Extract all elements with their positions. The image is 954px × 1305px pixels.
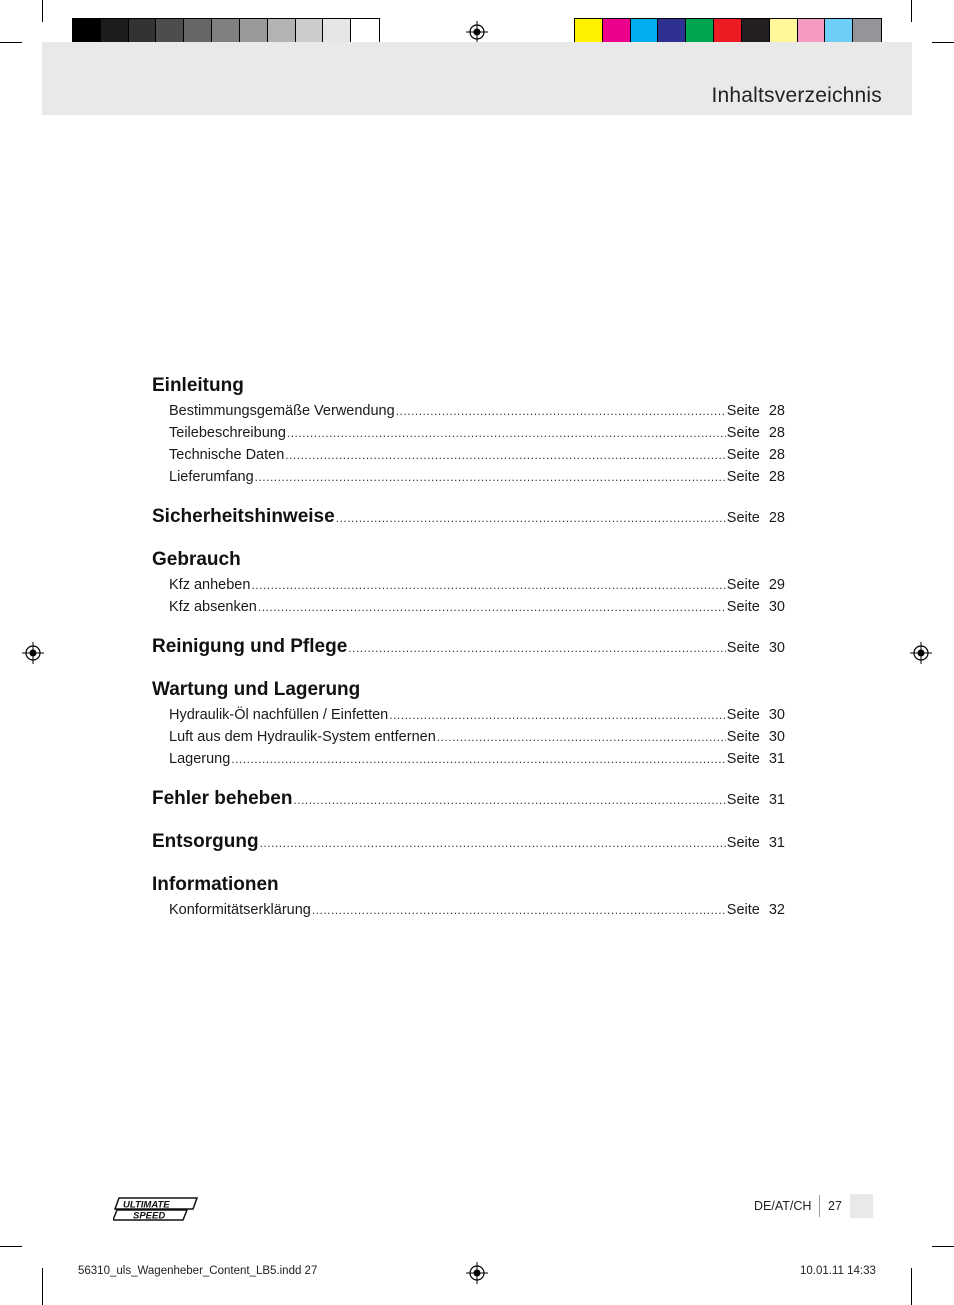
page-reference xyxy=(727,400,785,422)
page-number: 27 xyxy=(828,1199,842,1213)
page-number-ref: 28 xyxy=(768,447,785,463)
toc-entry[interactable] xyxy=(152,748,785,770)
page-word: Seite xyxy=(726,447,760,463)
dot-leader xyxy=(312,899,726,921)
toc-entry[interactable] xyxy=(152,596,785,618)
page-word: Seite xyxy=(726,707,760,723)
page-word: Seite xyxy=(726,599,760,615)
crop-mark xyxy=(42,1268,43,1305)
toc-entry[interactable] xyxy=(152,899,785,921)
page-number-ref: 32 xyxy=(768,902,785,918)
crop-mark xyxy=(932,1246,954,1247)
page-number-ref: 28 xyxy=(768,510,785,526)
dot-leader xyxy=(258,596,726,618)
page-number-ref: 31 xyxy=(768,792,785,808)
page-number-ref: 28 xyxy=(768,425,785,441)
page-number-ref: 28 xyxy=(768,469,785,485)
page-word: Seite xyxy=(726,751,760,767)
registration-mark-icon xyxy=(466,21,488,43)
page-reference xyxy=(727,786,785,814)
dot-leader xyxy=(251,574,725,596)
crop-mark xyxy=(911,1268,912,1305)
page-reference xyxy=(727,444,785,466)
dot-leader xyxy=(285,444,726,466)
page-reference xyxy=(727,634,785,662)
toc-entry[interactable] xyxy=(152,422,785,444)
crop-mark xyxy=(932,42,954,43)
section-heading: Reinigung und Pflege xyxy=(152,636,348,657)
entry-label: Lieferumfang xyxy=(169,469,254,485)
page-word: Seite xyxy=(726,792,760,808)
page-reference xyxy=(727,726,785,748)
crop-mark xyxy=(0,42,22,43)
page-reference xyxy=(727,466,785,488)
page-reference xyxy=(727,829,785,857)
page-reference xyxy=(727,422,785,444)
entry-label: Technische Daten xyxy=(169,447,285,463)
toc-section xyxy=(152,503,785,531)
page-tab xyxy=(850,1194,873,1218)
page-reference xyxy=(727,504,785,532)
page-number-ref: 29 xyxy=(768,577,785,593)
toc-section xyxy=(152,828,785,856)
page-number-ref: 30 xyxy=(768,599,785,615)
toc-entry[interactable] xyxy=(152,466,785,488)
section-heading: Fehler beheben xyxy=(152,788,293,809)
page-number-ref: 30 xyxy=(768,729,785,745)
table-of-contents xyxy=(152,372,785,936)
section-heading[interactable]: Wartung und Lagerung xyxy=(152,679,361,700)
toc-section-entry[interactable] xyxy=(152,503,785,531)
dot-leader xyxy=(255,466,726,488)
section-heading: Entsorgung xyxy=(152,831,259,852)
section-heading[interactable]: Einleitung xyxy=(152,375,244,396)
svg-text:SPEED: SPEED xyxy=(133,1210,166,1222)
page-reference xyxy=(727,574,785,596)
toc-section xyxy=(152,871,785,921)
page-word: Seite xyxy=(726,577,760,593)
crop-mark xyxy=(0,1246,22,1247)
toc-entry[interactable] xyxy=(152,400,785,422)
dot-leader xyxy=(389,704,726,726)
section-heading[interactable]: Informationen xyxy=(152,874,279,895)
page-word: Seite xyxy=(726,835,760,851)
toc-section xyxy=(152,676,785,770)
toc-entry[interactable] xyxy=(152,444,785,466)
registration-mark-icon xyxy=(910,642,932,664)
entry-label: Kfz anheben xyxy=(169,577,251,593)
dot-leader xyxy=(396,400,726,422)
entry-label: Konformitätserklärung xyxy=(169,902,311,918)
page-number-ref: 31 xyxy=(768,751,785,767)
section-heading[interactable]: Gebrauch xyxy=(152,549,241,570)
page-word: Seite xyxy=(726,425,760,441)
dot-leader xyxy=(287,422,726,444)
page-title: Inhaltsverzeichnis xyxy=(711,84,882,107)
ultimate-speed-logo xyxy=(113,1196,199,1222)
page-reference xyxy=(727,899,785,921)
slug-date: 10.01.11 14:33 xyxy=(800,1265,876,1277)
entry-label: Luft aus dem Hydraulik-System entfernen xyxy=(169,729,436,745)
dot-leader xyxy=(336,504,726,532)
toc-section-entry[interactable] xyxy=(152,785,785,813)
toc-section xyxy=(152,546,785,618)
toc-entry[interactable] xyxy=(152,574,785,596)
dot-leader xyxy=(260,829,726,857)
crop-mark xyxy=(42,0,43,22)
entry-label: Teilebeschreibung xyxy=(169,425,286,441)
dot-leader xyxy=(437,726,726,748)
registration-mark-icon xyxy=(466,1262,488,1284)
page-word: Seite xyxy=(726,403,760,419)
crop-mark xyxy=(911,0,912,22)
registration-mark-icon xyxy=(22,642,44,664)
page-reference xyxy=(727,748,785,770)
toc-entry[interactable] xyxy=(152,726,785,748)
toc-section xyxy=(152,633,785,661)
page-word: Seite xyxy=(726,640,760,656)
divider xyxy=(819,1195,820,1217)
page-reference xyxy=(727,704,785,726)
page-number-ref: 30 xyxy=(768,640,785,656)
toc-section-entry[interactable] xyxy=(152,633,785,661)
page-word: Seite xyxy=(726,510,760,526)
page-number-ref: 28 xyxy=(768,403,785,419)
page-word: Seite xyxy=(726,729,760,745)
entry-label: Hydraulik-Öl nachfüllen / Einfetten xyxy=(169,707,389,723)
svg-text:ULTIMATE: ULTIMATE xyxy=(123,1199,170,1211)
toc-section xyxy=(152,785,785,813)
page-number-ref: 30 xyxy=(768,707,785,723)
entry-label: Lagerung xyxy=(169,751,231,767)
dot-leader xyxy=(348,634,726,662)
toc-section-entry[interactable] xyxy=(152,828,785,856)
page-number-ref: 31 xyxy=(768,835,785,851)
page-word: Seite xyxy=(726,902,760,918)
slug-filename: 56310_uls_Wagenheber_Content_LB5.indd 27 xyxy=(78,1265,318,1277)
dot-leader xyxy=(293,786,725,814)
entry-label: Kfz absenken xyxy=(169,599,257,615)
section-heading: Sicherheitshinweise xyxy=(152,506,335,527)
page-reference xyxy=(727,596,785,618)
country-codes: DE/AT/CH xyxy=(754,1199,812,1213)
toc-section xyxy=(152,372,785,488)
dot-leader xyxy=(231,748,726,770)
toc-entry[interactable] xyxy=(152,704,785,726)
page-word: Seite xyxy=(726,469,760,485)
entry-label: Bestimmungsgemäße Verwendung xyxy=(169,403,395,419)
